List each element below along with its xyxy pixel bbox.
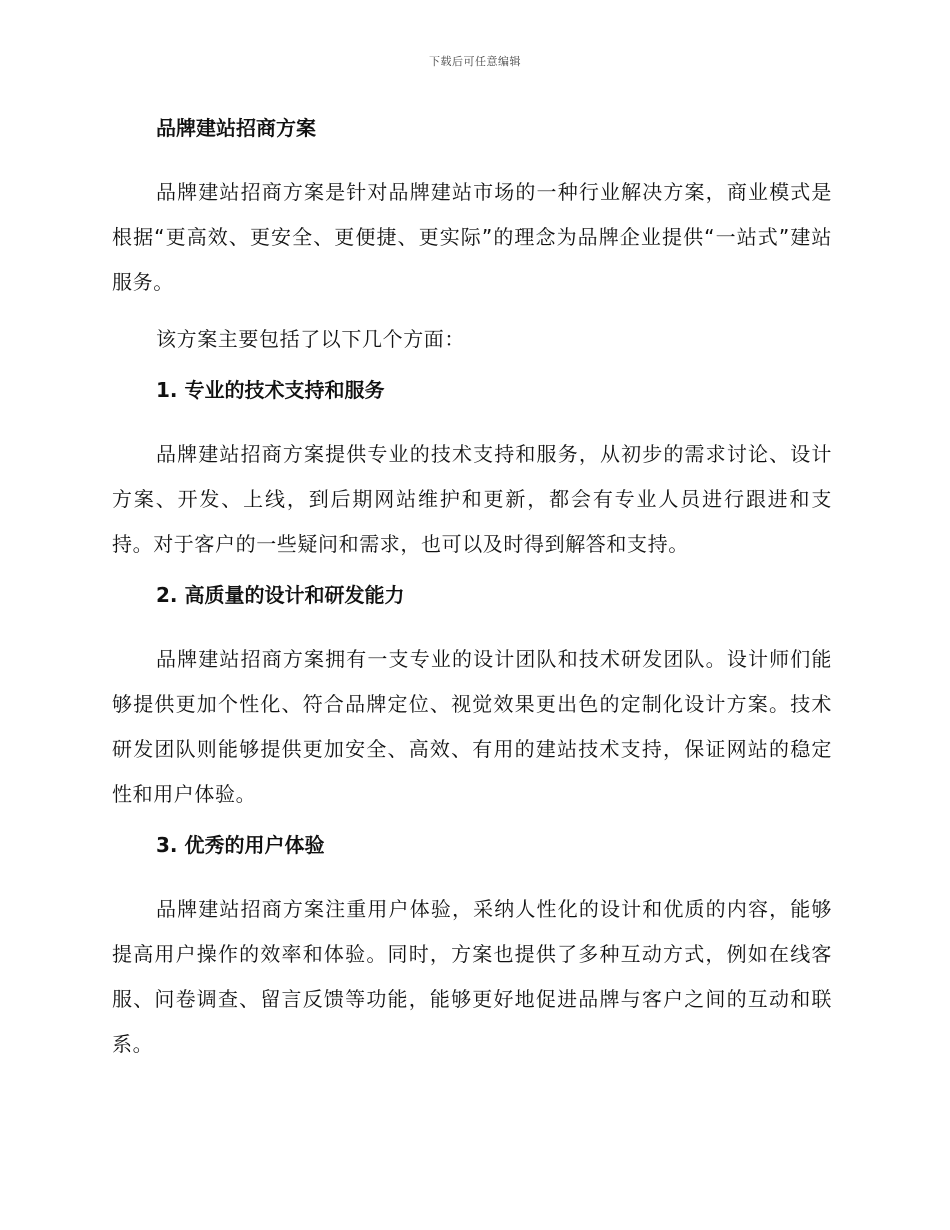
section-body-3: 品牌建站招商方案注重用户体验，采纳人性化的设计和优质的内容，能够提高用户操作的效率和体验。同时，方案也提供了多种互动方式，例如在线客服、问卷调查、留言反馈等功能，能够更好地促进品牌与客户之间的互动和联系。: [112, 897, 832, 1056]
overview-paragraph: 该方案主要包括了以下几个方面：: [156, 327, 465, 351]
section-heading-3: 3. 优秀的用户体验: [156, 833, 325, 857]
section-heading-1: 1. 专业的技术支持和服务: [156, 378, 385, 402]
page-header-note: 下载后可任意编辑: [429, 55, 521, 68]
document-body: [112, 112, 832, 1079]
document-title: 品牌建站招商方案: [156, 116, 316, 140]
section-heading-2: 2. 高质量的设计和研发能力: [156, 583, 405, 607]
intro-paragraph: 品牌建站招商方案是针对品牌建站市场的一种行业解决方案，商业模式是根据“更高效、更安全、更便捷、更实际”的理念为品牌企业提供“一站式”建站服务。: [112, 180, 832, 294]
section-body-1: 品牌建站招商方案提供专业的技术支持和服务，从初步的需求讨论、设计方案、开发、上线，到后期网站维护和更新，都会有专业人员进行跟进和支持。对于客户的一些疑问和需求，也可以及时得到解答和支持。: [112, 442, 832, 556]
section-body-2: 品牌建站招商方案拥有一支专业的设计团队和技术研发团队。设计师们能够提供更加个性化、符合品牌定位、视觉效果更出色的定制化设计方案。技术研发团队则能够提供更加安全、高效、有用的建站技术支持，保证网站的稳定性和用户体验。: [112, 647, 832, 806]
